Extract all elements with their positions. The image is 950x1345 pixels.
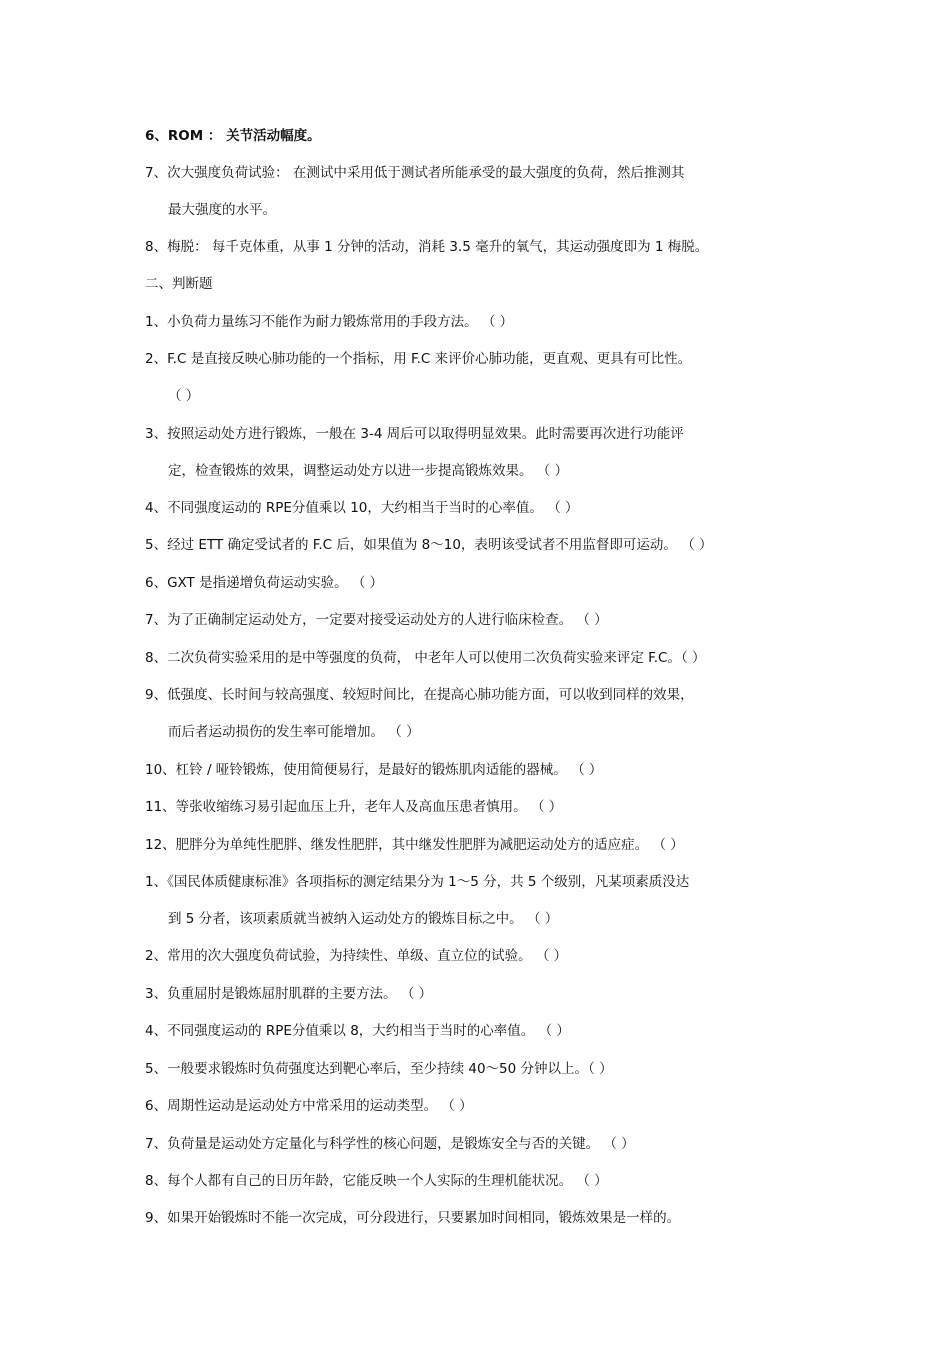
definition-submax-test-cont: 最大强度的水平。 [168,202,276,218]
question-b1-cont: 到 5 分者，该项素质就当被纳入运动处方的锻炼目标之中。 （ ） [168,911,559,927]
question-6: 6、GXT 是指递增负荷运动实验。 （ ） [145,575,384,591]
question-b6: 6、周期性运动是运动处方中常采用的运动类型。 （ ） [145,1098,473,1114]
definition-met: 8、梅脱： 每千克体重，从事 1 分钟的活动，消耗 3.5 毫升的氧气，其运动强度即为 1 梅脱。 [145,239,709,255]
question-9: 9、低强度、长时间与较高强度、较短时间比，在提高心肺功能方面，可以收到同样的效果， [145,687,694,703]
definition-submax-test: 7、次大强度负荷试验： 在测试中采用低于测试者所能承受的最大强度的负荷，然后推测其 [145,165,685,181]
question-5: 5、经过 ETT 确定受试者的 F.C 后，如果值为 8～10，表明该受试者不用监督即可运动。 （ ） [145,537,713,553]
question-b3: 3、负重屈肘是锻炼屈肘肌群的主要方法。 （ ） [145,986,433,1002]
question-8: 8、二次负荷实验采用的是中等强度的负荷， 中老年人可以使用二次负荷实验来评定 F.C。（ ） [145,650,706,666]
question-3: 3、按照运动处方进行锻炼，一般在 3-4 周后可以取得明显效果。此时需要再次进行功能评 [145,426,684,442]
question-b9: 9、如果开始锻炼时不能一次完成，可分段进行，只要累加时间相同，锻炼效果是一样的。 [145,1210,681,1226]
question-b1: 1、《国民体质健康标准》各项指标的测定结果分为 1～5 分，共 5 个级别，凡某项素质没达 [145,874,690,890]
question-3-cont: 定，检查锻炼的效果，调整运动处方以进一步提高锻炼效果。 （ ） [168,463,569,479]
question-10: 10、杠铃 / 哑铃锻炼，使用简便易行，是最好的锻炼肌肉适能的器械。 （ ） [145,762,603,778]
question-2: 2、F.C 是直接反映心肺功能的一个指标，用 F.C 来评价心肺功能，更直观、更具有可比性。 [145,351,692,367]
question-2-cont: （ ） [168,388,200,404]
section-heading-true-false: 二、判断题 [145,276,213,292]
question-b5: 5、一般要求锻炼时负荷强度达到靶心率后，至少持续 40～50 分钟以上。（ ） [145,1061,613,1077]
question-7: 7、为了正确制定运动处方，一定要对接受运动处方的人进行临床检查。 （ ） [145,612,608,628]
question-1: 1、小负荷力量练习不能作为耐力锻炼常用的手段方法。 （ ） [145,314,514,330]
definition-rom: 6、ROM ： 关节活动幅度。 [145,128,321,144]
question-b2: 2、常用的次大强度负荷试验，为持续性、单级、直立位的试验。 （ ） [145,948,568,964]
question-b4: 4、不同强度运动的 RPE分值乘以 8，大约相当于当时的心率值。 （ ） [145,1023,570,1039]
question-b8: 8、每个人都有自己的日历年龄，它能反映一个人实际的生理机能状况。 （ ） [145,1173,608,1189]
question-11: 11、等张收缩练习易引起血压上升，老年人及高血压患者慎用。 （ ） [145,799,563,815]
question-b7: 7、负荷量是运动处方定量化与科学性的核心问题，是锻炼安全与否的关键。 （ ） [145,1136,635,1152]
question-9-cont: 而后者运动损伤的发生率可能增加。 （ ） [168,724,420,740]
question-12: 12、肥胖分为单纯性肥胖、继发性肥胖，其中继发性肥胖为减肥运动处方的适应症。 （ ） [145,837,684,853]
question-4: 4、不同强度运动的 RPE分值乘以 10，大约相当于当时的心率值。 （ ） [145,500,579,516]
